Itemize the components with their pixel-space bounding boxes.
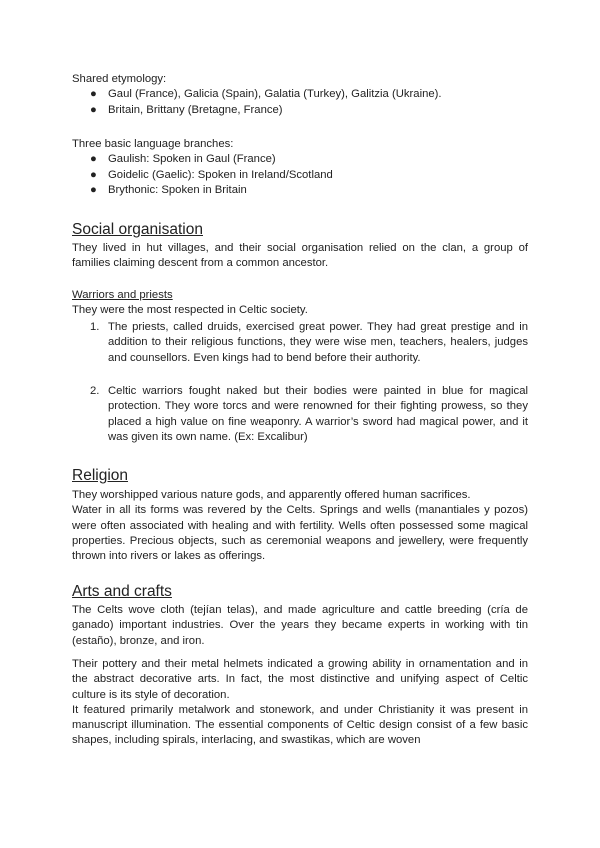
list-item: 2. Celtic warriors fought naked but their bodies were painted in blue for magical protection. They wore torcs and were renowned for their fighting prowess, so they placed a high value on fine weaponry. A warrior’s sword had magical power, and it was given its own name. (Ex: Excalibur) xyxy=(90,385,528,443)
list-item: ● Gaulish: Spoken in Gaul (France) xyxy=(72,152,528,167)
arts-heading: Arts and crafts xyxy=(72,583,172,600)
list-item: ● Gaul (France), Galicia (Spain), Galatia (Turkey), Galitzia (Ukraine). xyxy=(72,87,528,102)
etymology-heading: Shared etymology: xyxy=(72,73,167,85)
bullet-icon: ● xyxy=(90,183,97,196)
branches-section xyxy=(72,137,528,198)
warriors-subtitle: Warriors and priests xyxy=(72,289,173,301)
religion-text: They worshipped various nature gods, and apparently offered human sacrifices. Water in all its forms was revered by the Celts. Springs and wells (manantiales y pozos) were often associated with healing and with fertility. Wells often possessed some magical properties. Precious objects, such as ceremonial weapons and jewellery, were frequently thrown into rivers or lakes as offerings. xyxy=(72,489,528,563)
etymology-list xyxy=(72,87,528,118)
social-text: They lived in hut villages, and their social organisation relied on the clan, a group of families claiming descent from a common ancestor. xyxy=(72,242,528,270)
warriors-section xyxy=(72,288,528,319)
branches-heading: Three basic language branches: xyxy=(72,138,234,150)
warriors-intro: They were the most respected in Celtic society. xyxy=(72,304,308,317)
social-heading: Social organisation xyxy=(72,221,203,238)
bullet-icon: ● xyxy=(90,153,97,166)
list-item: 1. The priests, called druids, exercised great power. They had great prestige and in addition to their religious functions, they were wise men, teachers, healers, judges and counsellors. Even kings had to bend before their authority. xyxy=(90,321,528,364)
etymology-section xyxy=(72,72,528,118)
arts-para-2: Their pottery and their metal helmets indicated a growing ability in ornamentation and in the abstract decorative arts. In fact, the most distinctive and unifying aspect of Celtic culture is its style of decoration. It featured primarily metalwork and stonework, and under Christianity it was present in manuscript illumination. The essential components of Celtic design consist of a few basic shapes, including spirals, interlacing, and swastikas, which are woven xyxy=(72,658,528,747)
religion-heading: Religion xyxy=(72,467,129,484)
branches-list xyxy=(72,152,528,198)
list-item: ● Brythonic: Spoken in Britain xyxy=(72,183,528,198)
bullet-icon: ● xyxy=(90,103,97,116)
arts-para-1: The Celts wove cloth (tejían telas), and made agriculture and cattle breeding (cría de ganado) important industries. Over the years they became experts in working with tin (estaño), bronze, and iron. xyxy=(72,604,528,647)
bullet-icon: ● xyxy=(90,88,97,101)
warriors-list-1 xyxy=(72,320,528,366)
warriors-list-2 xyxy=(72,384,528,445)
bullet-icon: ● xyxy=(90,168,97,181)
list-item: ● Britain, Brittany (Bretagne, France) xyxy=(72,103,528,118)
list-item: ● Goidelic (Gaelic): Spoken in Ireland/Scotland xyxy=(72,168,528,183)
